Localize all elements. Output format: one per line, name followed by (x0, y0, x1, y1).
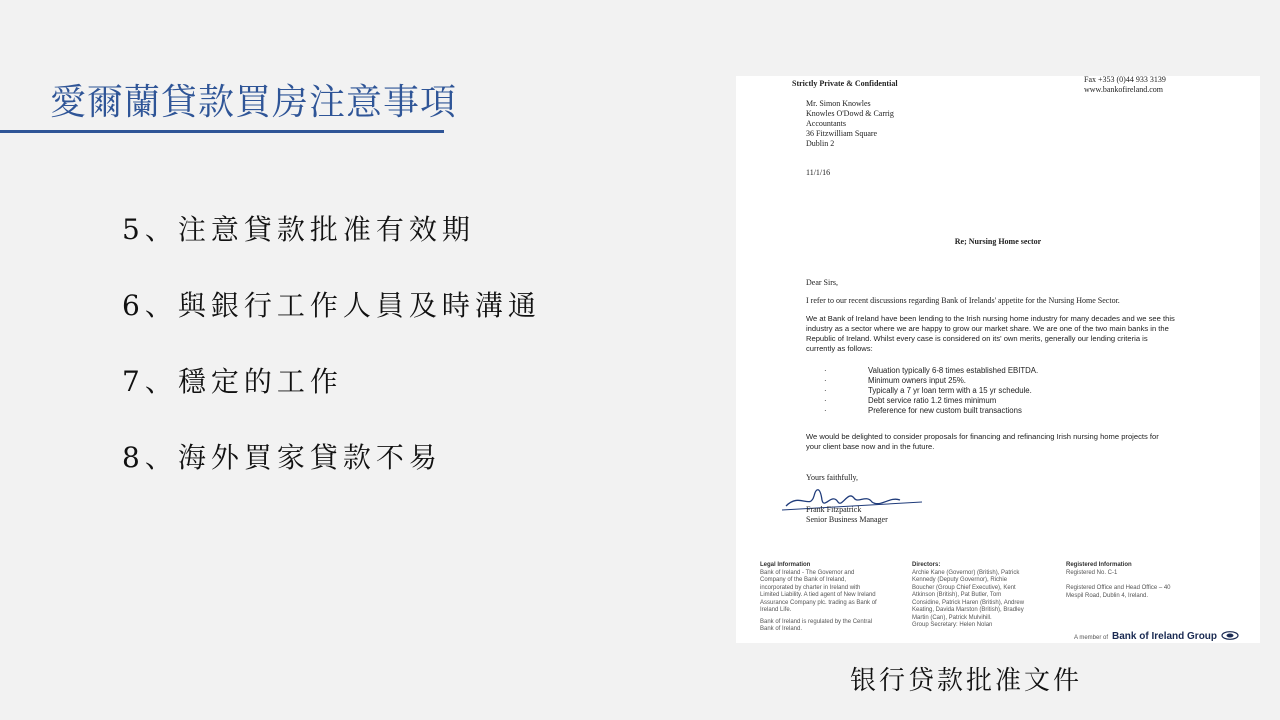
footer-legal (760, 562, 878, 634)
member-prefix: A member of (1074, 635, 1109, 641)
registered-heading: Registered Information (1066, 562, 1132, 568)
registered-number: Registered No. C-1 (1066, 569, 1118, 576)
letter-caption: 银行贷款批准文件 (850, 666, 1083, 696)
title-underline (0, 130, 444, 133)
point-6: 6、與銀行工作人員及時溝通 (122, 289, 541, 322)
signer-title: Senior Business Manager (806, 515, 888, 524)
criteria-item: · Minimum owners input 25%. (824, 376, 1038, 386)
letter-signoff: Yours faithfully, (806, 473, 859, 482)
letter-website: www.bankofireland.com (1084, 85, 1164, 94)
registered-office: Registered Office and Head Office – 40 Mespil Road, Dublin 4, Ireland. (1066, 585, 1171, 599)
letter-intro: I refer to our recent discussions regarding Bank of Irelands' appetite for the Nursing Home Sector. (806, 296, 1120, 305)
criteria-list (824, 366, 1038, 416)
footer-registered (1066, 562, 1178, 600)
directors-heading: Directors: (912, 562, 941, 568)
slide-title: 愛爾蘭貸款買房注意事項 (50, 82, 458, 123)
bank-approval-letter-image (736, 76, 1260, 643)
footer-directors (912, 562, 1030, 630)
recipient-line: Accountants (806, 119, 846, 128)
criteria-item: · Debt service ratio 1.2 times minimum (824, 396, 1038, 406)
letter-fax: Fax +353 (0)44 933 3139 (1084, 76, 1166, 84)
criteria-item: · Valuation typically 6-8 times established EBITDA. (824, 366, 1038, 376)
letter-recipient (806, 99, 894, 149)
letter-paragraph: We at Bank of Ireland have been lending to the Irish nursing home industry for many decades and we see this industry as a sector where we are happy to grow our market share. We are one of the two main banks in the Republic of Ireland. Whilst every case is considered on its' own merits, generally our lending criteria is currently as follows: (806, 314, 1175, 353)
letter-confidential: Strictly Private & Confidential (792, 79, 898, 88)
point-5: 5、注意貸款批准有效期 (122, 213, 475, 246)
point-8: 8、海外買家貸款不易 (122, 441, 442, 474)
letter-date: 11/1/16 (806, 168, 831, 177)
legal-text: Bank of Ireland - The Governor and Company of the Bank of Ireland, incorporated by charter in Ireland with Limited Liability. A tied agent of New Ireland Assurance Company plc. trading as Bank of Ireland Life. (760, 569, 877, 613)
group-brand (1074, 626, 1239, 643)
point-7: 7、穩定的工作 (122, 365, 343, 398)
group-name: Bank of Ireland Group (1112, 631, 1218, 642)
recipient-line: Mr. Simon Knowles (806, 99, 871, 108)
bullet-point-list (122, 208, 541, 512)
letter-subject: Re; Nursing Home sector (954, 237, 1042, 246)
recipient-line: 36 Fitzwilliam Square (806, 129, 878, 138)
bank-logo-icon (1221, 631, 1239, 640)
group-secretary: Group Secretary: Helen Nolan (912, 622, 993, 628)
letter-closing: We would be delighted to consider proposals for financing and refinancing Irish nursing home projects for your client base now and in the future. (806, 432, 1159, 451)
letter-salutation: Dear Sirs, (806, 278, 838, 287)
criteria-item: · Preference for new custom built transactions (824, 406, 1038, 416)
recipient-line: Knowles O'Dowd & Carrig (806, 109, 894, 118)
signer-name: Frank Fitzpatrick (806, 505, 862, 514)
directors-text: Archie Kane (Governor) (British), Patrick Kennedy (Deputy Governor), Richie Boucher (Group Chief Executive), Kent Atkinson (British), Pat Butler, Tom Considine, Patrick Haren (British), Andrew Keating, Davida Marston (British), Bradley Martin (Can), Patrick Mulvihill. (912, 569, 1025, 621)
legal-heading: Legal Information (760, 562, 811, 568)
recipient-line: Dublin 2 (806, 139, 835, 148)
criteria-item: · Typically a 7 yr loan term with a 15 yr schedule. (824, 386, 1038, 396)
legal-text-2: Bank of Ireland is regulated by the Central Bank of Ireland. (760, 618, 873, 632)
